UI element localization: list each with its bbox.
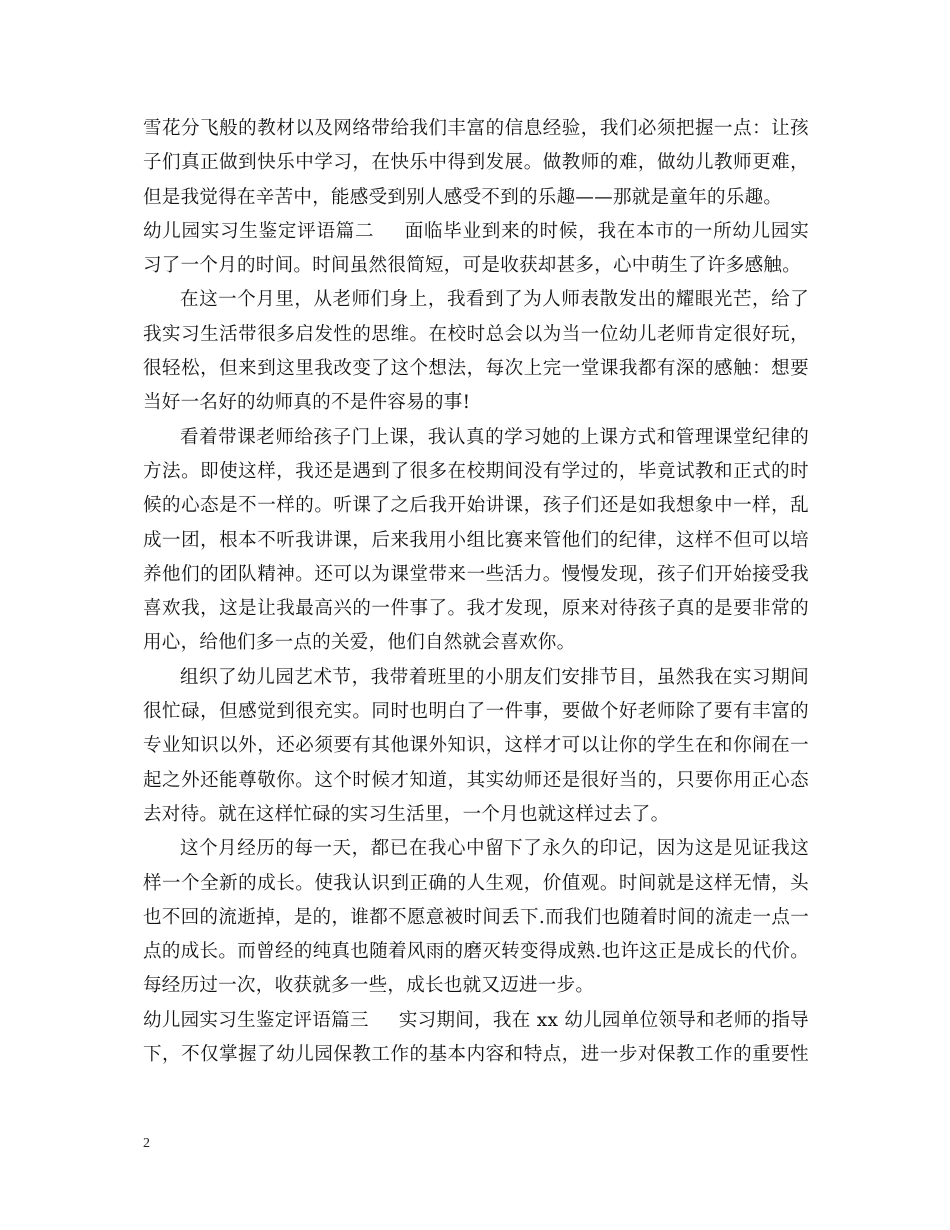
text-segment: 面临毕业到来的时候，我在本市的一所幼儿园实: [404, 220, 809, 242]
section-heading-line: [143, 1004, 809, 1038]
text-line: 专业知识以外，还必须要有其他课外知识，这样才可以让你的学生在和你闹在一: [143, 735, 809, 757]
paragraph-first-line: 看着带课老师给孩子门上课，我认真的学习她的上课方式和管理课堂纪律的: [180, 426, 809, 448]
text-line: 去对待。就在这样忙碌的实习生活里，一个月也就这样过去了。: [143, 803, 670, 825]
paragraph-first-line: 组织了幼儿园艺术节，我带着班里的小朋友们安排节目，虽然我在实习期间: [180, 666, 809, 688]
text-line: 用心，给他们多一点的关爱，他们自然就会喜欢你。: [143, 632, 576, 654]
text-line: 每经历过一次，收获就多一些，成长也就又迈进一步。: [143, 975, 595, 997]
section-heading: 幼儿园实习生鉴定评语篇二: [143, 220, 375, 242]
text-line: 起之外还能尊敬你。这个时候才知道，其实幼师还是很好当的，只要你用正心态: [143, 769, 809, 791]
text-line: 当好一名好的幼师真的不是件容易的事!: [143, 392, 471, 414]
text-line: 下，不仅掌握了幼儿园保教工作的基本内容和特点，进一步对保教工作的重要性: [143, 1044, 809, 1066]
document-body: [143, 112, 809, 1072]
section-heading: 幼儿园实习生鉴定评语篇三: [143, 1009, 369, 1031]
text-line: 雪花分飞般的教材以及网络带给我们丰富的信息经验，我们必须把握一点：让孩: [143, 118, 809, 139]
text-line: 也不回的流逝掉，是的，谁都不愿意被时间丢下.而我们也随着时间的流走一点一: [143, 906, 809, 928]
text-line: 样一个全新的成长。使我认识到正确的人生观，价值观。时间就是这样无情，头: [143, 872, 809, 894]
paragraph-first-line: 在这一个月里，从老师们身上，我看到了为人师表散发出的耀眼光芒，给了: [180, 289, 809, 311]
text-line: 养他们的团队精神。还可以为课堂带来一些活力。慢慢发现，孩子们开始接受我: [143, 563, 809, 585]
text-line: 但是我觉得在辛苦中，能感受到别人感受不到的乐趣——那就是童年的乐趣。: [143, 186, 783, 208]
text-line: 很忙碌，但感觉到很充实。同时也明白了一件事，要做个好老师除了要有丰富的: [143, 701, 809, 723]
text-line: 习了一个月的时间。时间虽然很简短，可是收获却甚多，心中萌生了许多感触。: [143, 255, 802, 277]
text-line: 喜欢我，这是让我最高兴的一件事了。我才发现，原来对待孩子真的是要非常的: [143, 598, 809, 620]
page-number: 2: [143, 1136, 150, 1151]
section-heading-line: [143, 215, 809, 249]
text-segment: 实习期间，我在 xx 幼儿园单位领导和老师的指导: [398, 1009, 809, 1031]
text-line: 我实习生活带很多启发性的思维。在校时总会以为当一位幼儿老师肯定很好玩，: [143, 323, 809, 345]
paragraph-first-line: 这个月经历的每一天，都已在我心中留下了永久的印记，因为这是见证我这: [180, 838, 809, 860]
text-line: 候的心态是不一样的。听课了之后我开始讲课，孩子们还是如我想象中一样，乱: [143, 495, 809, 517]
text-line: 子们真正做到快乐中学习，在快乐中得到发展。做教师的难，做幼儿教师更难，: [143, 152, 809, 174]
text-line: 成一团，根本不听我讲课，后来我用小组比赛来管他们的纪律，这样不但可以培: [143, 529, 809, 551]
text-line: 方法。即使这样，我还是遇到了很多在校期间没有学过的，毕竟试教和正式的时: [143, 460, 809, 482]
text-line: 很轻松，但来到这里我改变了这个想法，每次上完一堂课我都有深的感触：想要: [143, 358, 809, 380]
text-line: 点的成长。而曾经的纯真也随着风雨的磨灭转变得成熟.也许这正是成长的代价。: [143, 941, 809, 963]
